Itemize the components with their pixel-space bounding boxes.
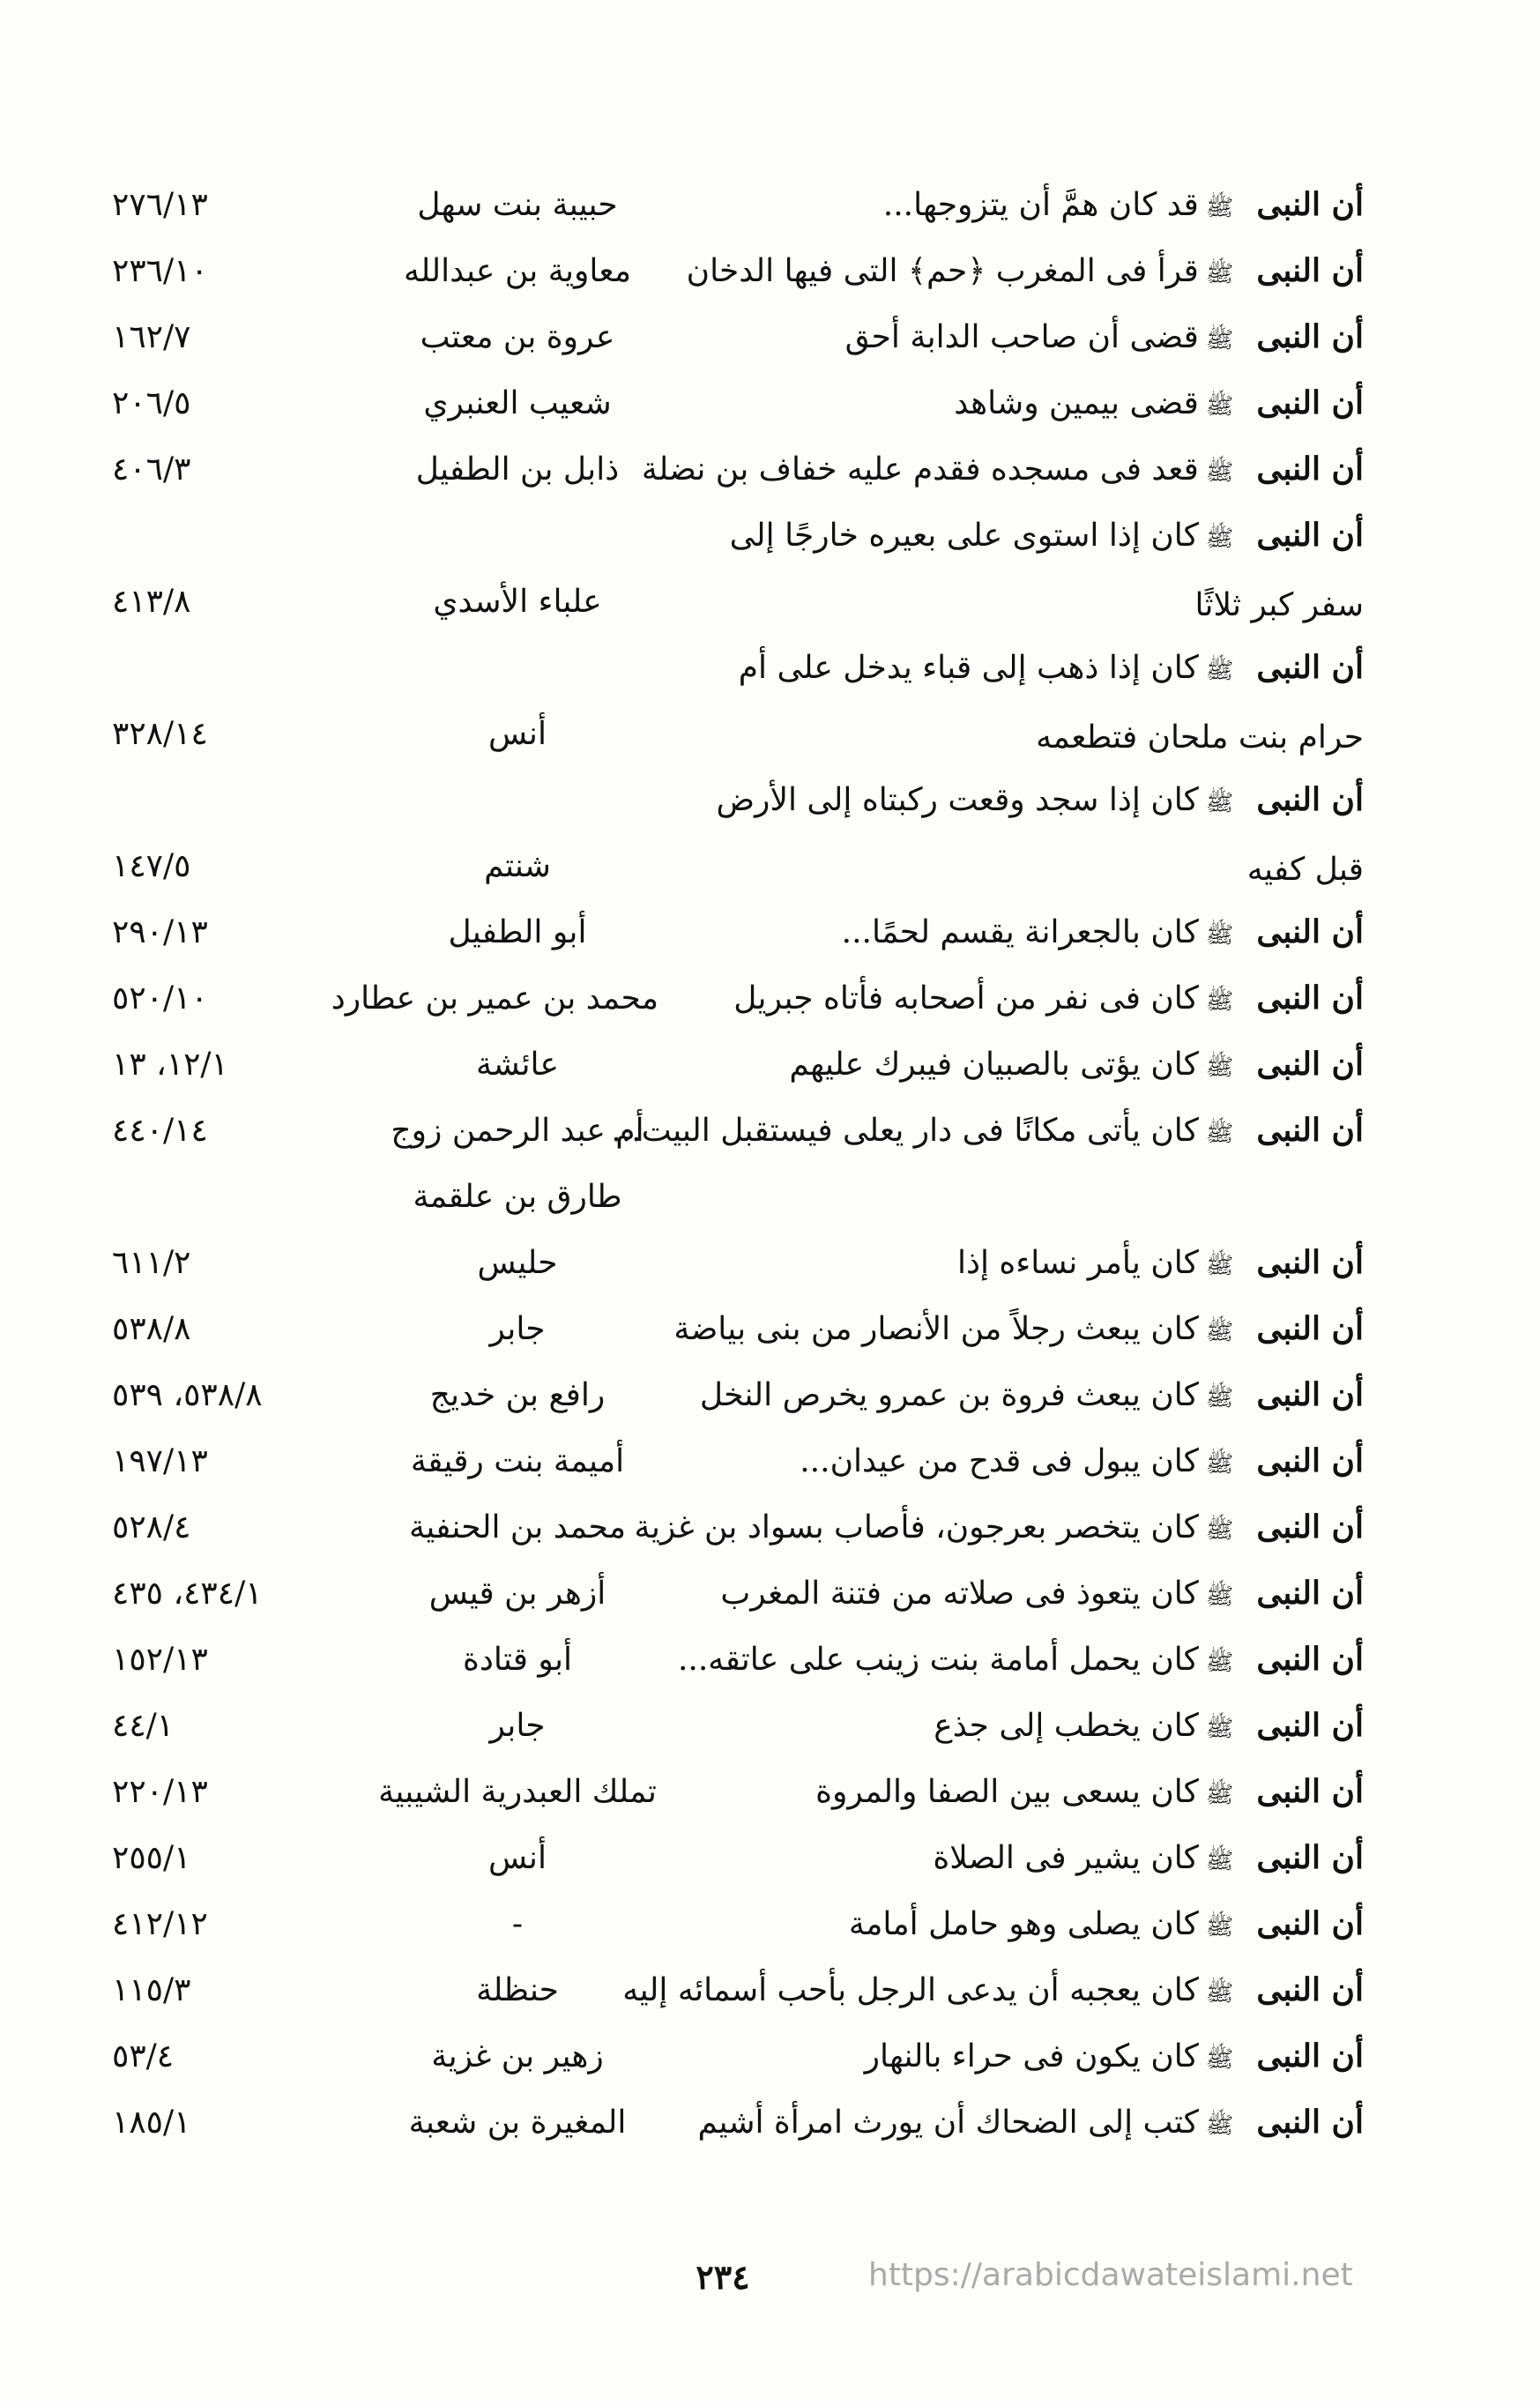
lead-phrase: أن النبى bbox=[1256, 1773, 1364, 1810]
lead-phrase: أن النبى bbox=[1256, 1839, 1364, 1876]
reference: ٥٣٨/٨ bbox=[112, 1311, 191, 1347]
reference: ١٩٧/١٣ bbox=[112, 1443, 208, 1479]
hadith-text bbox=[677, 1627, 1364, 1696]
lead-phrase: أن النبى bbox=[1256, 913, 1364, 950]
honorific-mark: ﷺ bbox=[1205, 393, 1234, 420]
narrator: عائشة bbox=[476, 1047, 559, 1083]
page-number: ٢٣٤ bbox=[696, 2257, 750, 2297]
narrator: تملك العبدرية الشيبية bbox=[378, 1774, 657, 1810]
lead-phrase: أن النبى bbox=[1256, 1310, 1364, 1347]
hadith-text bbox=[685, 1825, 1364, 1895]
reference: ٢٢٠/١٣ bbox=[112, 1774, 208, 1810]
narrator: أم عبد الرحمن زوج طارق بن علقمة bbox=[391, 1113, 644, 1215]
hadith-incipit: كان يخطب إلى جذع bbox=[934, 1708, 1199, 1744]
honorific-mark: ﷺ bbox=[1205, 1121, 1234, 1147]
hadith-text bbox=[685, 172, 1364, 242]
honorific-mark: ﷺ bbox=[1205, 261, 1234, 287]
honorific-mark: ﷺ bbox=[1205, 195, 1234, 221]
hadith-incipit: كان يحمل أمامة بنت زينب على عاتقه... bbox=[677, 1642, 1199, 1678]
honorific-mark: ﷺ bbox=[1205, 327, 1234, 354]
hadith-text bbox=[685, 370, 1364, 440]
hadith-incipit: كتب إلى الضحاك أن يورث امرأة أشيم bbox=[697, 2104, 1199, 2141]
narrator: جابر bbox=[489, 1708, 546, 1744]
honorific-mark: ﷺ bbox=[1205, 988, 1234, 1015]
narrator: رافع بن خديج bbox=[429, 1377, 606, 1413]
lead-phrase: أن النبى bbox=[1256, 1971, 1364, 2008]
hadith-text bbox=[685, 899, 1364, 969]
honorific-mark: ﷺ bbox=[1205, 1517, 1234, 1544]
reference: ١٥٢/١٣ bbox=[112, 1642, 208, 1678]
honorific-mark: ﷺ bbox=[1205, 1583, 1234, 1610]
hadith-text bbox=[634, 1494, 1364, 1564]
hadith-incipit: كان يؤتى بالصبيان فيبرك عليهم bbox=[789, 1047, 1199, 1083]
hadith-text bbox=[685, 1032, 1364, 1101]
hadith-text bbox=[685, 1759, 1364, 1829]
hadith-incipit: كان يأمر نساءه إذا bbox=[956, 1245, 1199, 1281]
reference: ٢٥٥/١ bbox=[112, 1840, 191, 1876]
hadith-text bbox=[685, 1362, 1364, 1432]
honorific-mark: ﷺ bbox=[1205, 790, 1234, 816]
watermark-url: https://arabicdawateislami.net bbox=[868, 2257, 1353, 2293]
narrator: حبيبة بنت سهل bbox=[417, 187, 618, 223]
reference: ٥٢٠/١٠ bbox=[112, 980, 208, 1017]
reference: ١٨٥/١ bbox=[112, 2104, 191, 2141]
lead-phrase: أن النبى bbox=[1256, 649, 1364, 686]
honorific-mark: ﷺ bbox=[1205, 658, 1234, 684]
reference: ٦١١/٢ bbox=[112, 1245, 191, 1281]
narrator: جابر bbox=[489, 1311, 546, 1347]
hadith-incipit: كان فى نفر من أصحابه فأتاه جبريل bbox=[733, 980, 1199, 1017]
reference: ٤٤/١ bbox=[112, 1708, 175, 1744]
hadith-text bbox=[685, 965, 1364, 1035]
honorific-mark: ﷺ bbox=[1205, 1650, 1234, 1676]
hadith-text bbox=[611, 1098, 1364, 1167]
narrator: محمد بن عمير بن عطارد bbox=[331, 980, 658, 1017]
narrator: شعيب العنبري bbox=[423, 385, 612, 421]
hadith-text bbox=[685, 238, 1364, 308]
reference: ٥٢٨/٤ bbox=[112, 1509, 191, 1546]
lead-phrase: أن النبى bbox=[1256, 1442, 1364, 1479]
honorific-mark: ﷺ bbox=[1205, 1451, 1234, 1478]
reference: ٤١٣/٨ bbox=[112, 584, 191, 620]
lead-phrase: أن النبى bbox=[1256, 1905, 1364, 1942]
narrator: ذابل بن الطفيل bbox=[415, 451, 620, 488]
hadith-text bbox=[673, 1296, 1364, 1366]
lead-phrase: أن النبى bbox=[1256, 1244, 1364, 1281]
reference: ٤١٢/١٢ bbox=[112, 1906, 208, 1942]
lead-phrase: أن النبى bbox=[1256, 2104, 1364, 2141]
hadith-text bbox=[641, 436, 1364, 506]
lead-phrase: أن النبى bbox=[1256, 1641, 1364, 1678]
narrator: زهير بن غزية bbox=[431, 2038, 604, 2075]
hadith-incipit: كان يبعث فروة بن عمرو يخرص النخل bbox=[699, 1377, 1199, 1413]
hadith-incipit: كان إذا استوى على بعيره خارجًا إلى سفر كبر ثلاثًا bbox=[729, 518, 1364, 623]
hadith-incipit: كان يبول فى قدح من عيدان... bbox=[800, 1443, 1199, 1479]
narrator: حليس bbox=[477, 1245, 558, 1281]
narrator: أبو الطفيل bbox=[448, 914, 587, 950]
reference: ٤٤٠/١٤ bbox=[112, 1113, 208, 1149]
hadith-text bbox=[685, 2089, 1364, 2159]
honorific-mark: ﷺ bbox=[1205, 459, 1234, 486]
reference: ١٤٧/٥ bbox=[112, 848, 191, 884]
narrator: المغيرة بن شعبة bbox=[408, 2104, 627, 2141]
honorific-mark: ﷺ bbox=[1205, 1054, 1234, 1081]
hadith-text bbox=[685, 1693, 1364, 1762]
hadith-incipit: كان إذا ذهب إلى قباء يدخل على أم حرام بنت ملحان فتطعمه bbox=[738, 650, 1364, 756]
narrator: علباء الأسدي bbox=[433, 584, 602, 620]
reference: ٢٠٦/٥ bbox=[112, 385, 191, 421]
hadith-text bbox=[685, 1428, 1364, 1498]
reference: ٢٧٦/١٣ bbox=[112, 187, 208, 223]
lead-phrase: أن النبى bbox=[1256, 781, 1364, 818]
hadith-incipit: قضى أن صاحب الدابة أحق bbox=[844, 319, 1199, 355]
narrator: محمد بن الحنفية bbox=[409, 1509, 626, 1546]
honorific-mark: ﷺ bbox=[1205, 1253, 1234, 1279]
honorific-mark: ﷺ bbox=[1205, 1848, 1234, 1874]
honorific-mark: ﷺ bbox=[1205, 1716, 1234, 1742]
reference: ٢٩٠/١٣ bbox=[112, 914, 208, 950]
lead-phrase: أن النبى bbox=[1256, 517, 1364, 554]
hadith-incipit: كان يأتى مكانًا فى دار يعلى فيستقبل البيت... bbox=[611, 1113, 1199, 1149]
hadith-incipit: كان يتخصر بعرجون، فأصاب بسواد بن غزية bbox=[634, 1509, 1199, 1546]
reference: ١٦٢/٧ bbox=[112, 319, 191, 355]
reference: ٤٠٦/٣ bbox=[112, 451, 191, 488]
lead-phrase: أن النبى bbox=[1256, 1376, 1364, 1413]
reference: ٣٢٨/١٤ bbox=[112, 716, 208, 752]
honorific-mark: ﷺ bbox=[1205, 525, 1234, 552]
hadith-incipit: كان يتعوذ فى صلاته من فتنة المغرب bbox=[720, 1575, 1199, 1612]
lead-phrase: أن النبى bbox=[1256, 1112, 1364, 1149]
honorific-mark: ﷺ bbox=[1205, 1319, 1234, 1345]
lead-phrase: أن النبى bbox=[1256, 1046, 1364, 1083]
lead-phrase: أن النبى bbox=[1256, 1575, 1364, 1612]
hadith-incipit: كان إذا سجد وقعت ركبتاه إلى الأرض قبل كفيه bbox=[716, 782, 1364, 888]
hadith-text bbox=[685, 635, 1364, 771]
narrator: أبو قتادة bbox=[463, 1642, 572, 1678]
hadith-text bbox=[685, 503, 1364, 638]
hadith-incipit: قرأ فى المغرب ﴿حم﴾ التى فيها الدخان bbox=[686, 253, 1199, 289]
hadith-text bbox=[622, 1957, 1364, 2027]
narrator: حنظلة bbox=[476, 1972, 559, 2008]
narrator: أزهر بن قيس bbox=[428, 1575, 606, 1612]
narrator: أنس bbox=[488, 716, 547, 752]
narrator: معاوية بن عبدالله bbox=[403, 253, 632, 289]
hadith-text bbox=[685, 2023, 1364, 2093]
narrator: - bbox=[511, 1906, 524, 1942]
lead-phrase: أن النبى bbox=[1256, 451, 1364, 488]
hadith-incipit: قد كان همَّ أن يتزوجها... bbox=[882, 187, 1199, 223]
reference: ٥٣/٤ bbox=[112, 2038, 175, 2075]
reference: ٢٣٦/١٠ bbox=[112, 253, 208, 289]
honorific-mark: ﷺ bbox=[1205, 1914, 1234, 1940]
narrator: أنس bbox=[488, 1840, 547, 1876]
lead-phrase: أن النبى bbox=[1256, 384, 1364, 421]
lead-phrase: أن النبى bbox=[1256, 2037, 1364, 2075]
narrator: عروة بن معتب bbox=[420, 319, 615, 355]
hadith-incipit: كان يصلى وهو حامل أمامة bbox=[848, 1906, 1199, 1942]
lead-phrase: أن النبى bbox=[1256, 186, 1364, 223]
honorific-mark: ﷺ bbox=[1205, 922, 1234, 949]
hadith-incipit: كان بالجعرانة يقسم لحمًا... bbox=[841, 914, 1199, 950]
hadith-text bbox=[685, 1891, 1364, 1961]
hadith-incipit: قعد فى مسجده فقدم عليه خفاف بن نضلة bbox=[641, 451, 1199, 488]
reference: ٤٣٤/١، ٤٣٥ bbox=[112, 1575, 263, 1612]
lead-phrase: أن النبى bbox=[1256, 1707, 1364, 1744]
honorific-mark: ﷺ bbox=[1205, 1385, 1234, 1412]
honorific-mark: ﷺ bbox=[1205, 1782, 1234, 1808]
hadith-incipit: كان يعجبه أن يدعى الرجل بأحب أسمائه إليه bbox=[622, 1972, 1199, 2008]
hadith-incipit: كان يشير فى الصلاة bbox=[933, 1840, 1199, 1876]
hadith-text bbox=[685, 767, 1364, 903]
hadith-incipit: كان يكون فى حراء بالنهار bbox=[864, 2038, 1199, 2075]
lead-phrase: أن النبى bbox=[1256, 318, 1364, 355]
honorific-mark: ﷺ bbox=[1205, 2046, 1234, 2073]
honorific-mark: ﷺ bbox=[1205, 1980, 1234, 2007]
narrator: أميمة بنت رقيقة bbox=[410, 1443, 625, 1479]
reference: ١٢/١، ١٣ bbox=[112, 1047, 228, 1083]
hadith-incipit: قضى بيمين وشاهد bbox=[954, 385, 1199, 421]
lead-phrase: أن النبى bbox=[1256, 1508, 1364, 1546]
reference: ٥٣٨/٨، ٥٣٩ bbox=[112, 1377, 263, 1413]
reference: ١١٥/٣ bbox=[112, 1972, 191, 2008]
hadith-text bbox=[685, 1230, 1364, 1300]
hadith-incipit: كان يبعث رجلاً من الأنصار من بنى بياضة bbox=[673, 1311, 1199, 1347]
hadith-text bbox=[685, 304, 1364, 374]
honorific-mark: ﷺ bbox=[1205, 2112, 1234, 2139]
lead-phrase: أن النبى bbox=[1256, 252, 1364, 289]
lead-phrase: أن النبى bbox=[1256, 980, 1364, 1017]
hadith-text bbox=[685, 1561, 1364, 1630]
narrator: شنتم bbox=[484, 848, 551, 884]
hadith-incipit: كان يسعى بين الصفا والمروة bbox=[815, 1774, 1199, 1810]
